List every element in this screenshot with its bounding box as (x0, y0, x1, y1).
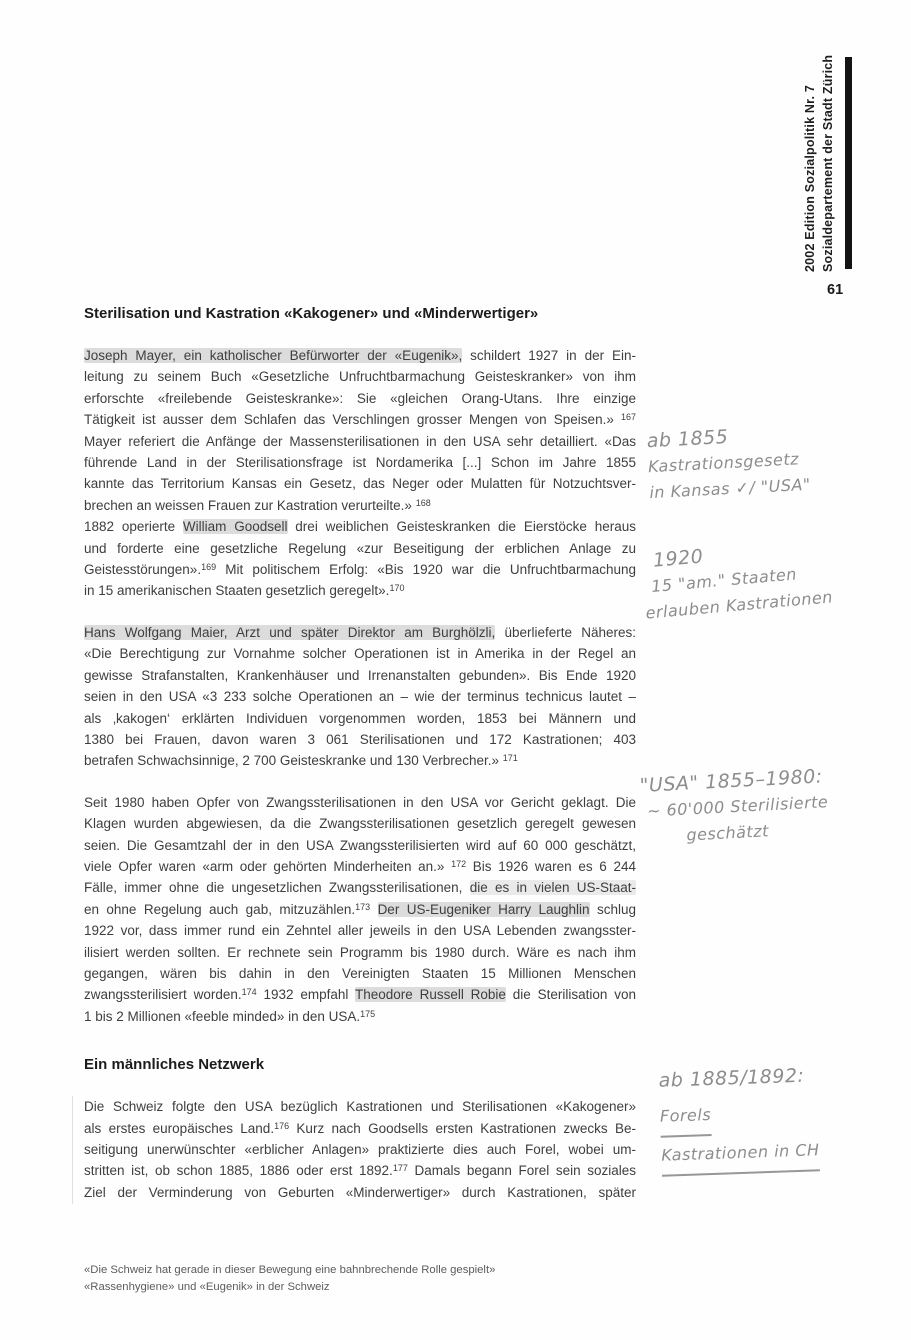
document-section (84, 303, 636, 1027)
page-footer (84, 1262, 495, 1296)
text-line: Tätigkeit ist ausser dem Schlafen das Verschlingen grosser Mengen von Speisen.» $^{167}$ (84, 412, 636, 428)
handwritten-line: in Kansas ✓/ "USA" (648, 474, 812, 503)
text-line: viele Opfer waren «arm oder gehörten Minderheiten an.» $^{172}$ Bis 1926 waren es 6 244 (84, 858, 636, 874)
text-line: Joseph Mayer, ein katholischer Befürworter der «Eugenik», schildert 1927 in der Ein- (84, 348, 636, 363)
text-line: brechen an weissen Frauen zur Kastration verurteilte.» $^{168}$ (84, 497, 431, 513)
text-line: als ‚kakogen‘ erklärten Individuen vorgenommen worden, 1853 bei Männern und (84, 710, 636, 726)
sidebar-rule (845, 57, 852, 269)
handwritten-line: ab 1885/1892: (658, 1064, 805, 1092)
text-line: 1380 bei Frauen, davon waren 3 061 Sterilisationen und 172 Kastrationen; 403 (84, 731, 636, 747)
highlighted-text: William Goodsell (182, 519, 288, 535)
text-line: gegangen, wären bis dahin in den Vereinigten Staaten 15 Millionen Menschen (84, 965, 636, 981)
text-line: seitigung unerwünschter «erblicher Anlagen» praktizierte dies auch Forel, wobei um- (84, 1142, 636, 1157)
paragraph-block (84, 345, 636, 602)
highlighted-text: Joseph Mayer, ein katholischer Befürworter der «Eugenik», (84, 348, 463, 363)
handwritten-line: 1920 (652, 545, 705, 572)
section-heading: Ein männliches Netzwerk (84, 1056, 265, 1074)
edition-department-label: Sozialdepartement der Stadt Zürich (821, 54, 835, 272)
handwritten-line: geschätzt (685, 821, 770, 845)
text-line: leitung zu seinem Buch «Gesetzliche Unfruchtbarmachung Geisteskranker» von ihm (84, 369, 636, 385)
footnote-reference: 177 (392, 1163, 408, 1174)
pencil-margin-line (72, 1096, 73, 1204)
margin-note-usa-sterilised (639, 763, 830, 851)
paragraph-block (84, 1096, 636, 1203)
text-line: zwangssterilisiert worden.$^{174}$ 1932 empfahl Theodore Russell Robie die Sterilisation von (84, 987, 636, 1003)
text-line: erforschte «freilebende Geisteskranke»: Sie «gleichen Orang-Utans. Ihre einzige (84, 390, 636, 406)
footnote-reference: 175 (360, 1008, 376, 1019)
text-line: und forderte eine gesetzliche Regelung «zur Beseitigung der erblichen Anlage zu (84, 540, 636, 556)
handwritten-line: Kastrationen in CH (661, 1132, 821, 1177)
page-number: 61 (827, 282, 844, 298)
text-line: gewisse Strafanstalten, Krankenhäuser und Irrenanstalten gebunden». Bis Ende 1920 (84, 667, 636, 683)
text-column (84, 303, 636, 1203)
highlighted-text: Theodore Russell Robie (354, 987, 506, 1003)
highlighted-text: Der US-Eugeniker Harry Laughlin (377, 901, 590, 917)
paragraph-block (84, 622, 636, 772)
text-line: als erstes europäisches Land.$^{176}$ Kurz nach Goodsells ersten Kastrationen zwecks Be- (84, 1120, 637, 1136)
text-line: Seit 1980 haben Opfer von Zwangssterilisationen in den USA vor Gericht geklagt. Die (84, 794, 636, 810)
footnote-reference: 174 (241, 987, 257, 998)
footer-quote-line: «Die Schweiz hat gerade in dieser Bewegung eine bahnbrechende Rolle gespielt» (84, 1264, 496, 1276)
footnote-reference: 176 (274, 1120, 290, 1131)
footnote-reference: 173 (355, 901, 371, 912)
footnote-reference: 169 (201, 562, 217, 573)
handwritten-line: ab 1855 (646, 426, 729, 453)
text-line: Fälle, immer ohne die ungesetzlichen Zwangssterilisationen, die es in vielen US-Staat- (84, 880, 637, 896)
footnote-reference: 171 (502, 753, 518, 764)
text-line: stritten ist, ob schon 1885, 1886 oder erst 1892.$^{177}$ Damals begann Forel sein soziales (84, 1163, 636, 1179)
text-line: führende Land in der Sterilisationsfrage ist Nordamerika [...] Schon im Jahre 1855 (84, 455, 636, 471)
text-line: Die Schweiz folgte den USA bezüglich Kastrationen und Sterilisationen «Kakogener» (84, 1099, 636, 1115)
text-line: seien in den USA «3 233 solche Operationen an – wie der terminus technicus lautet – (84, 689, 636, 705)
text-line: Geistesstörungen».$^{169}$ Mit politischem Erfolg: «Bis 1920 war die Unfruchtbarmachung (84, 562, 636, 578)
text-line: ilisiert werden sollten. Er rechnete sein Programm bis 1980 durch. Wäre es nach ihm (84, 944, 636, 960)
text-line: Ziel der Verminderung von Geburten «Minderwertiger» durch Kastrationen, später (84, 1184, 636, 1200)
text-line: Mayer referiert die Anfänge der Massensterilisationen in den USA sehr detailliert. «Das (84, 433, 636, 449)
text-line: «Die Berechtigung zur Vornahme solcher Operationen ist in Amerika in der Regel an (84, 646, 636, 662)
text-line: 1882 operierte William Goodsell drei weiblichen Geisteskranken die Eierstöcke heraus (84, 519, 636, 535)
footnote-reference: 168 (415, 497, 431, 508)
margin-note-kansas-law (646, 420, 811, 506)
footnote-reference: 167 (620, 412, 636, 423)
footnote-reference: 172 (451, 858, 467, 869)
text-line: 1922 vor, dass immer rund ein Zehntel aller jeweils in den USA Lebenden zwangsster- (84, 923, 636, 939)
handwritten-line: 15 "am." Staaten (650, 564, 798, 596)
handwritten-line: Kastrationsgesetz (647, 449, 800, 477)
edition-series-label: 2002 Edition Sozialpolitik Nr. 7 (803, 84, 817, 272)
text-line: Hans Wolfgang Maier, Arzt und später Direktor am Burghölzli, überlieferte Näheres: (84, 624, 636, 640)
handwritten-line: Forels (659, 1093, 819, 1138)
handwritten-line: erlauben Kastrationen (644, 587, 834, 623)
text-line: en ohne Regelung auch gab, mitzuzählen.$^{173}$ Der US-Eugeniker Harry Laughlin schlug (84, 901, 636, 917)
edition-sidebar (801, 52, 837, 272)
footnote-reference: 170 (389, 583, 405, 594)
text-line: 1 bis 2 Millionen «feeble minded» in den USA.$^{175}$ (84, 1008, 376, 1024)
handwritten-line: ~ 60'000 Sterilisierte (646, 792, 829, 821)
section-heading: Sterilisation und Kastration «Kakogener» und «Minderwertiger» (84, 305, 539, 322)
handwritten-line: "USA" 1855–1980: (639, 765, 824, 797)
highlighted-text: die es in vielen US-Staat- (469, 880, 637, 896)
margin-note-1920-states (644, 532, 834, 625)
text-line: seien. Die Gesamtzahl der in den USA Zwangssterilisierten wird auf 60 000 geschätzt, (84, 837, 636, 853)
highlighted-text: Hans Wolfgang Maier, Arzt und später Direktor am Burghölzli, (84, 624, 496, 640)
footer-source-line: «Rassenhygiene» und «Eugenik» in der Schweiz (84, 1281, 330, 1293)
margin-note-forel-ch (658, 1057, 820, 1176)
paragraph-block (84, 792, 636, 1027)
text-line: Klagen wurden abgewiesen, da die Zwangssterilisationen gesetzlich geregelt gewesen (84, 816, 636, 832)
text-line: in 15 amerikanischen Staaten gesetzlich geregelt».$^{170}$ (84, 583, 405, 599)
document-section (84, 1054, 636, 1203)
text-line: kannte das Territorium Kansas ein Gesetz, das Neger oder Mulatten für Notzuchtsver- (84, 476, 636, 492)
text-line: betrafen Schwachsinnige, 2 700 Geisteskranke und 130 Verbrecher.» $^{171}$ (84, 753, 518, 769)
